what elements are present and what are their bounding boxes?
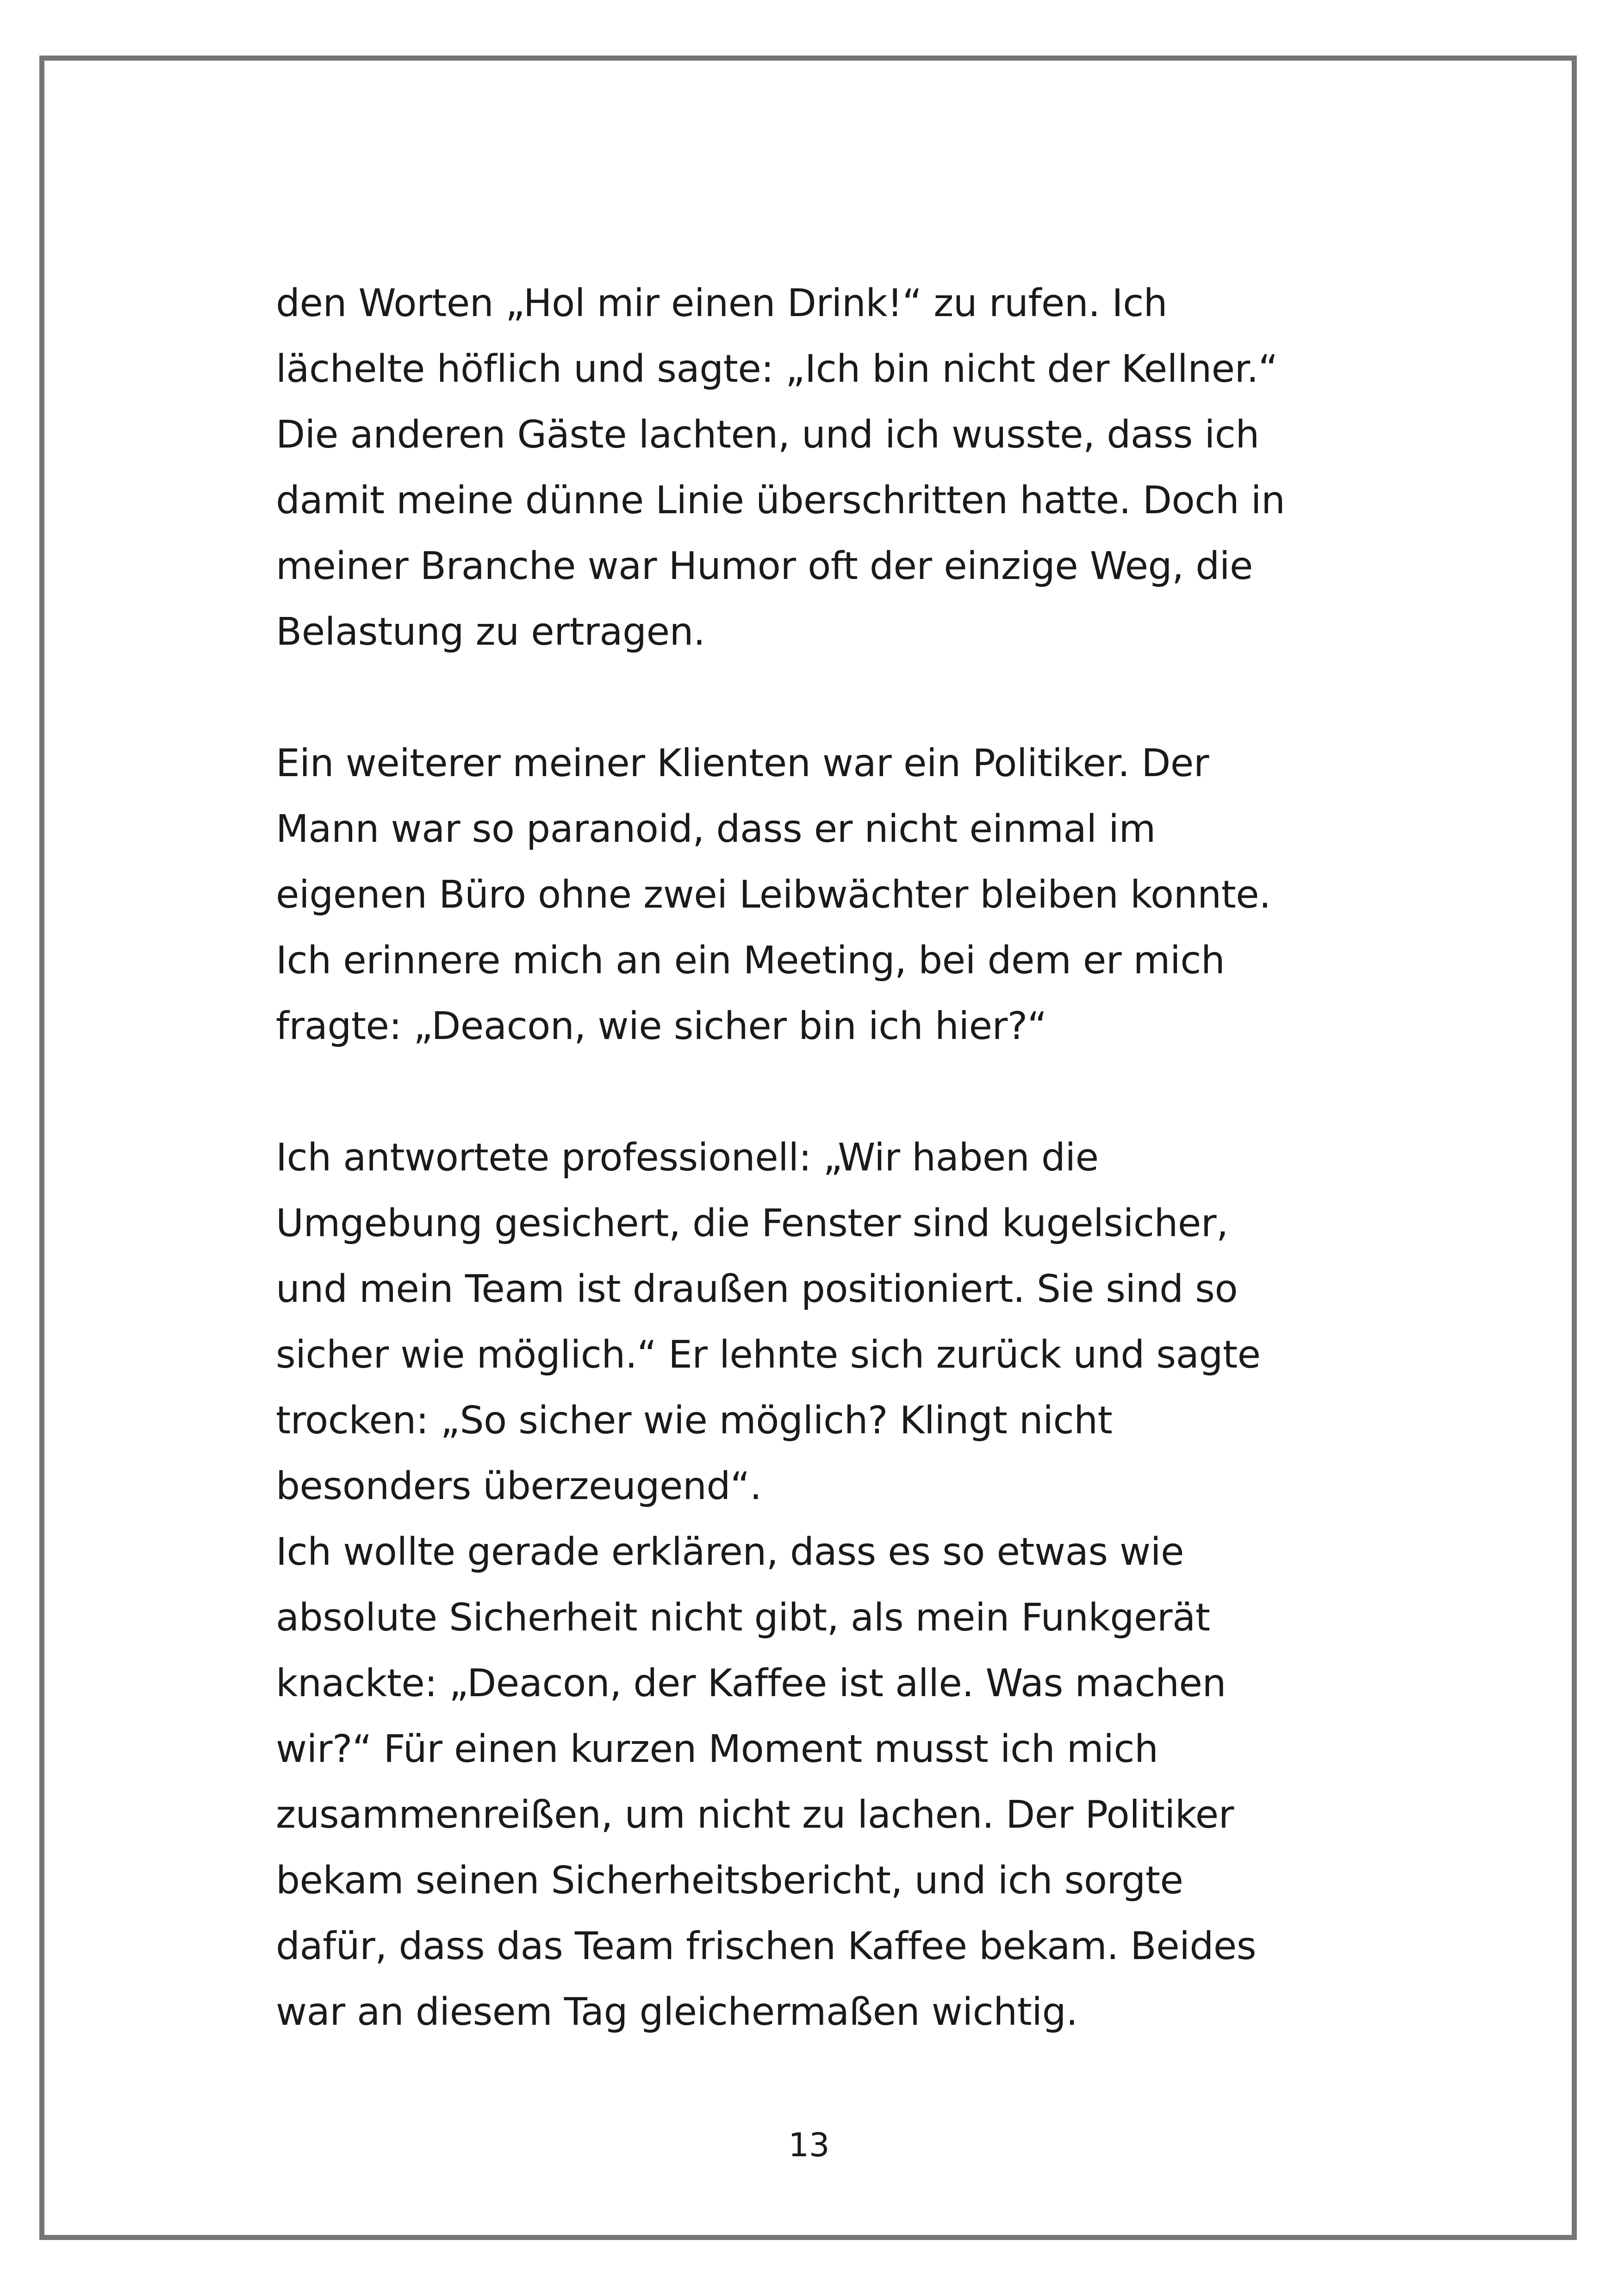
text-line: absolute Sicherheit nicht gibt, als mein Funkgerät bbox=[276, 1596, 1210, 1640]
text-line: meiner Branche war Humor oft der einzige Weg, die bbox=[276, 544, 1253, 588]
text-line: sicher wie möglich.“ Er lehnte sich zurück und sagte bbox=[276, 1333, 1261, 1377]
text-line: dafür, dass das Team frischen Kaffee bekam. Beides bbox=[276, 1924, 1257, 1968]
text-line: Ich erinnere mich an ein Meeting, bei dem er mich bbox=[276, 939, 1225, 983]
text-line: eigenen Büro ohne zwei Leibwächter bleiben konnte. bbox=[276, 873, 1271, 917]
text-line: Umgebung gesichert, die Fenster sind kugelsicher, bbox=[276, 1201, 1228, 1245]
text-line: bekam seinen Sicherheitsbericht, und ich sorgte bbox=[276, 1859, 1183, 1903]
text-line: Mann war so paranoid, dass er nicht einmal im bbox=[276, 807, 1156, 851]
text-line: Ich antwortete professionell: „Wir haben die bbox=[276, 1136, 1099, 1180]
text-line: damit meine dünne Linie überschritten hatte. Doch in bbox=[276, 479, 1285, 523]
text-line: lächelte höflich und sagte: „Ich bin nicht der Kellner.“ bbox=[276, 347, 1278, 391]
text-line: wir?“ Für einen kurzen Moment musst ich mich bbox=[276, 1727, 1158, 1771]
text-line: Belastung zu ertragen. bbox=[276, 610, 705, 654]
page-number: 13 bbox=[788, 2126, 830, 2164]
text-line: trocken: „So sicher wie möglich? Klingt nicht bbox=[276, 1399, 1113, 1443]
text-line: fragte: „Deacon, wie sicher bin ich hier?“ bbox=[276, 1004, 1047, 1048]
text-line: war an diesem Tag gleichermaßen wichtig. bbox=[276, 1990, 1078, 2034]
body-text bbox=[276, 271, 1354, 2045]
paragraph bbox=[276, 731, 1354, 1059]
paragraph-gap bbox=[276, 665, 1354, 731]
paragraph bbox=[276, 1125, 1354, 2045]
text-line: den Worten „Hol mir einen Drink!“ zu rufen. Ich bbox=[276, 281, 1168, 325]
text-line: zusammenreißen, um nicht zu lachen. Der Politiker bbox=[276, 1793, 1234, 1837]
paragraph bbox=[276, 271, 1354, 665]
text-line: Ich wollte gerade erklären, dass es so etwas wie bbox=[276, 1530, 1184, 1574]
text-line: knackte: „Deacon, der Kaffee ist alle. Was machen bbox=[276, 1661, 1226, 1705]
paragraph-gap bbox=[276, 1059, 1354, 1125]
text-line: und mein Team ist draußen positioniert. Sie sind so bbox=[276, 1267, 1238, 1311]
text-line: Die anderen Gäste lachten, und ich wusste, dass ich bbox=[276, 413, 1259, 457]
text-line: Ein weiterer meiner Klienten war ein Politiker. Der bbox=[276, 741, 1209, 785]
text-line: besonders überzeugend“. bbox=[276, 1464, 762, 1508]
